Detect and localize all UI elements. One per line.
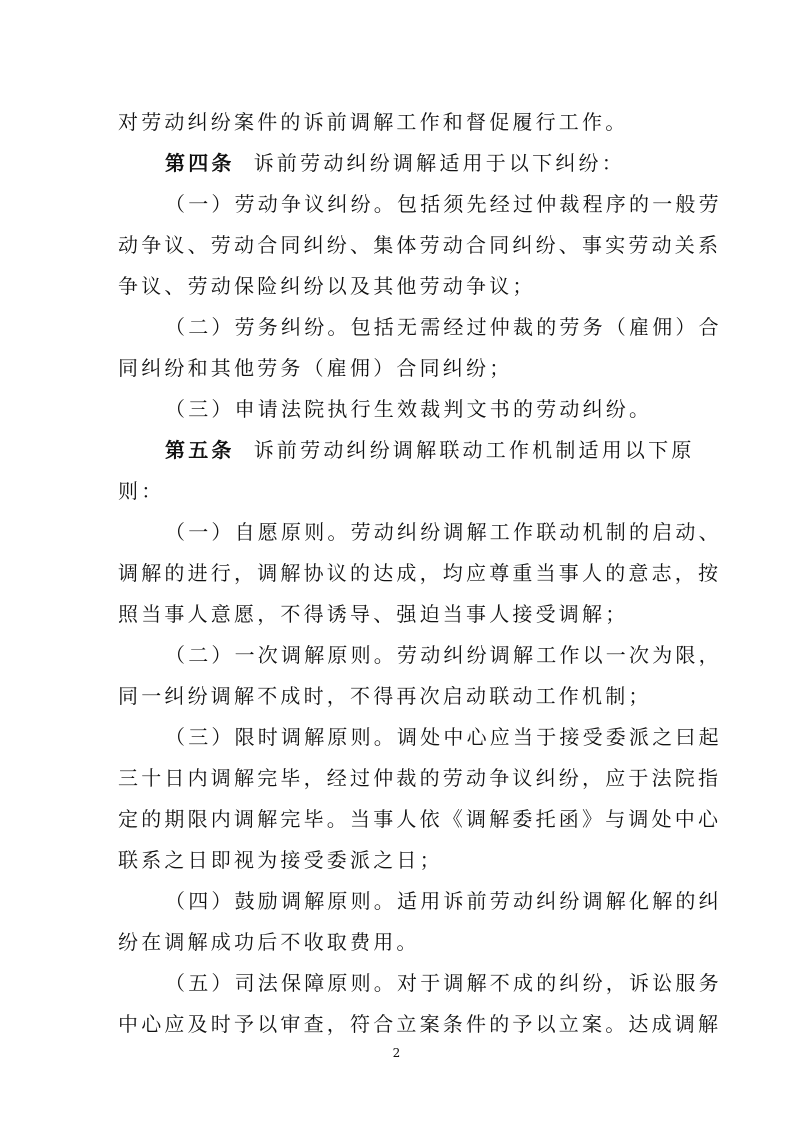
paragraph-line: 定的期限内调解完毕。当事人依《调解委托函》与调处中心 (118, 807, 722, 831)
paragraph-line: 三十日内调解完毕，经过仲裁的劳动争议纠纷，应于法院指 (118, 766, 722, 790)
paragraph-line: 动争议、劳动合同纠纷、集体劳动合同纠纷、事实劳动关系 (118, 233, 722, 257)
article-5-text: 诉前劳动纠纷调解联动工作机制适用以下原 (253, 438, 695, 462)
paragraph-line: 中心应及时予以审查，符合立案条件的予以立案。达成调解 (118, 1012, 722, 1036)
paragraph-line: （四）鼓励调解原则。适用诉前劳动纠纷调解化解的纠 (165, 889, 722, 913)
paragraph-line: 争议、劳动保险纠纷以及其他劳动争议； (118, 274, 536, 298)
paragraph-line: （三）限时调解原则。调处中心应当于接受委派之曰起 (165, 725, 722, 749)
article-4-line (165, 151, 725, 175)
paragraph-line: 调解的进行，调解协议的达成，均应尊重当事人的意志，按 (118, 561, 722, 585)
paragraph-line: 同一纠纷调解不成时，不得再次启动联动工作机制； (118, 684, 652, 708)
paragraph-line: （三）申请法院执行生效裁判文书的劳动纠纷。 (165, 397, 653, 421)
paragraph-line: 则： (118, 479, 165, 503)
paragraph-line: 照当事人意愿，不得诱导、强迫当事人接受调解； (118, 602, 629, 626)
paragraph-line: 同纠纷和其他劳务（雇佣）合同纠纷； (118, 356, 513, 380)
paragraph-line: 纷在调解成功后不收取费用。 (118, 930, 420, 954)
page-number: 2 (392, 1046, 401, 1060)
paragraph-line: （一）劳动争议纠纷。包括须先经过仲裁程序的一般劳 (165, 192, 722, 216)
article-4-text: 诉前劳动纠纷调解适用于以下纠纷： (253, 151, 625, 175)
paragraph-line: （五）司法保障原则。对于调解不成的纠纷，诉讼服务 (165, 971, 722, 995)
article-5-heading: 第五条 (165, 438, 235, 462)
paragraph-line: （二）劳务纠纷。包括无需经过仲裁的劳务（雇佣）合 (165, 315, 722, 339)
paragraph-line: 联系之日即视为接受委派之日； (118, 848, 443, 872)
paragraph-line: （二）一次调解原则。劳动纠纷调解工作以一次为限， (165, 643, 722, 667)
paragraph-line: （一）自愿原则。劳动纠纷调解工作联动机制的启动、 (165, 520, 722, 544)
article-4-heading: 第四条 (165, 151, 235, 175)
paragraph-line: 对劳动纠纷案件的诉前调解工作和督促履行工作。 (118, 110, 629, 134)
article-5-line (165, 438, 725, 462)
